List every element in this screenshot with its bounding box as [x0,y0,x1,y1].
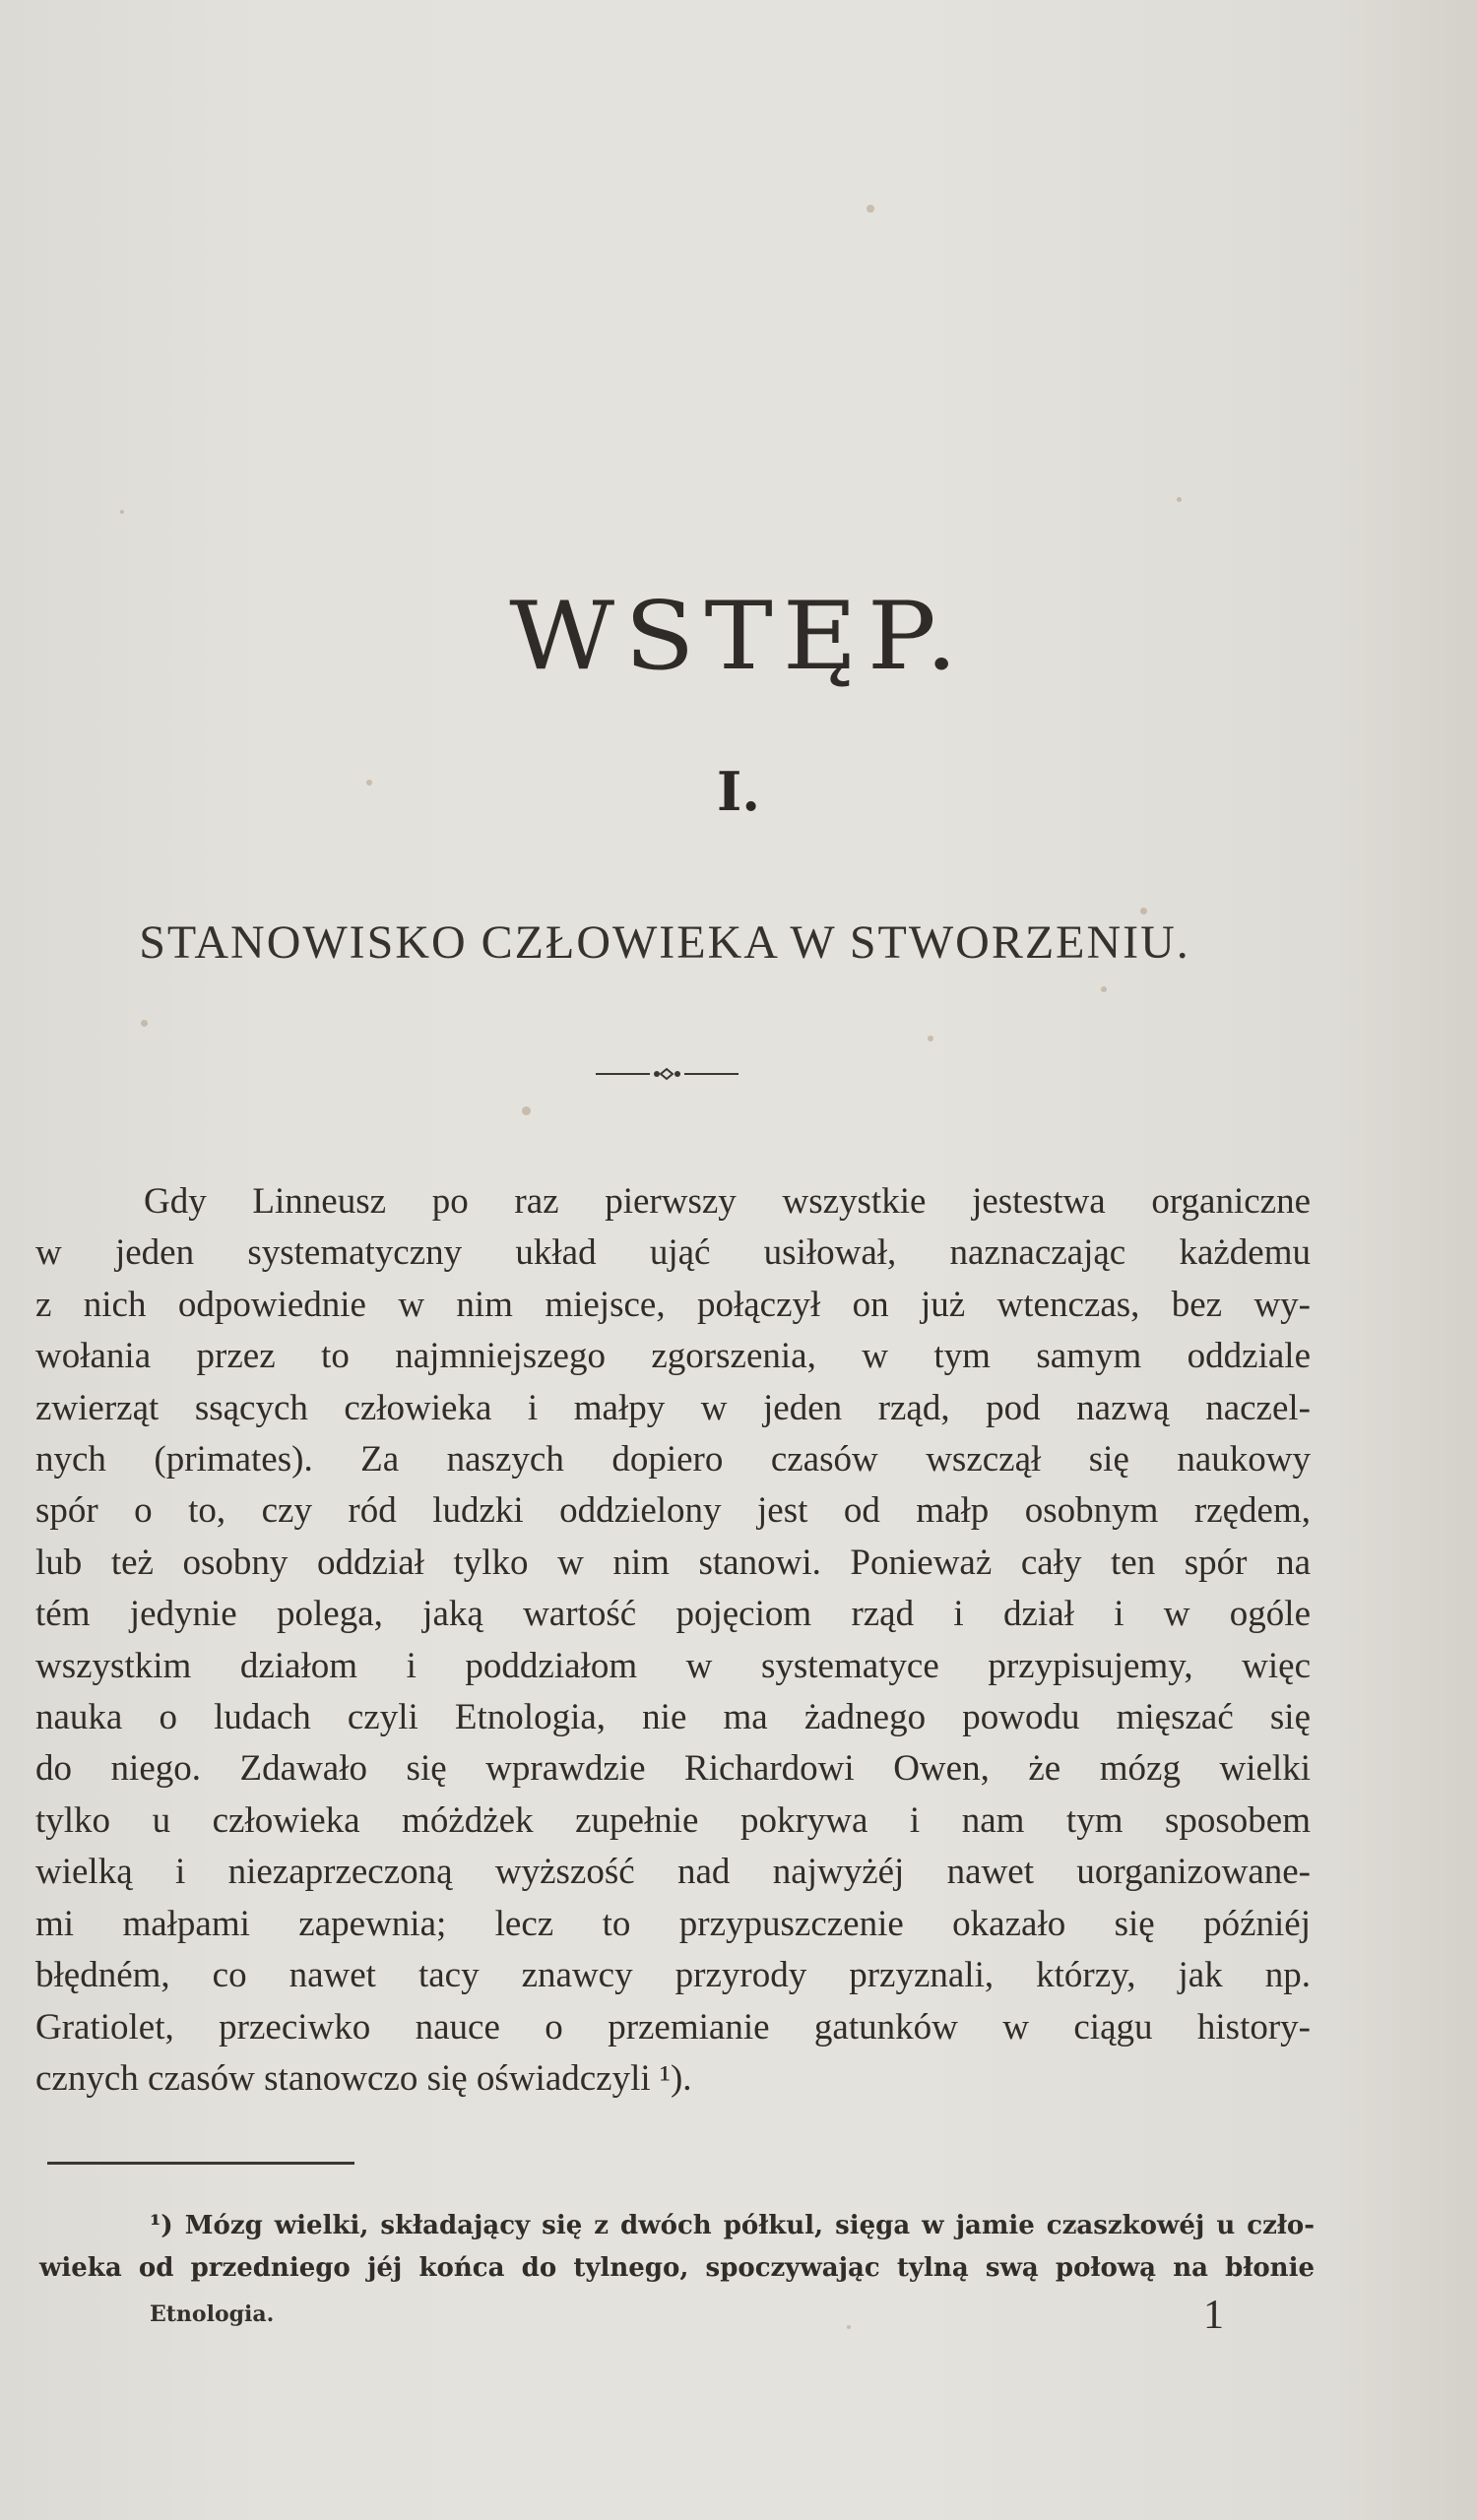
text-line: z nich odpowiednie w nim miejsce, połączył on już wtenczas, bez wy- [35,1284,1311,1325]
chapter-title: WSTĘP. [509,580,968,692]
section-number: I. [716,760,761,823]
section-title: STANOWISKO CZŁOWIEKA W STWORZENIU. [139,916,1190,969]
body-paragraph [35,1176,1311,2105]
footnote-line: ¹) Mózg wielki, składający się z dwóch półkul, sięga w jamie czaszkowéj u czło- [150,2211,1315,2240]
text-line: mi małpami zapewnia; lecz to przypuszczenie okazało się późniéj [35,1903,1311,1944]
text-line: tém jedynie polega, jaką wartość pojęciom rząd i dział i w ogóle [35,1594,1311,1635]
page-number: 1 [1203,2293,1224,2338]
footnote-line: wieka od przedniego jéj końca do tylnego, spoczywając tylną swą połową na błonie [39,2253,1315,2283]
footer-signature: Etnologia. [150,2301,275,2327]
text-line: spór o to, czy ród ludzki oddzielony jest od małp osobnym rzędem, [35,1490,1311,1532]
text-line: wołania przez to najmniejszego zgorszenia, w tym samym oddziale [35,1336,1311,1377]
footnote-rule [47,2162,354,2165]
text-line: tylko u człowieka móżdżek zupełnie pokrywa i nam tym sposobem [35,1799,1311,1841]
text-line: wielką i niezaprzeczoną wyższość nad najwyżéj nawet uorganizowane- [35,1852,1311,1893]
text-line: cznych czasów stanowczo się oświadczyli ¹). [35,2057,692,2099]
text-line: do niego. Zdawało się wprawdzie Richardowi Owen, że mózg wielki [35,1748,1311,1790]
text-line: Gdy Linneusz po raz pierwszy wszystkie jestestwa organiczne [144,1181,1311,1222]
text-line: lub też osobny oddział tylko w nim stanowi. Ponieważ cały ten spór na [35,1542,1311,1583]
ornament-divider [596,1067,738,1081]
text-line: nych (primates). Za naszych dopiero czasów wszczął się naukowy [35,1439,1311,1480]
text-line: zwierząt ssących człowieka i małpy w jeden rząd, pod nazwą naczel- [35,1387,1311,1428]
text-line: nauka o ludach czyli Etnologia, nie ma żadnego powodu mięszać się [35,1697,1311,1738]
text-line: błędném, co nawet tacy znawcy przyrody przyznali, którzy, jak np. [35,1955,1311,1996]
footnote [39,2205,1315,2290]
text-line: w jeden systematyczny układ ująć usiłował, naznaczając każdemu [35,1232,1311,1274]
text-line: Gratiolet, przeciwko nauce o przemianie gatunków w ciągu history- [35,2006,1311,2048]
text-line: wszystkim działom i poddziałom w systematyce przypisujemy, więc [35,1645,1311,1686]
